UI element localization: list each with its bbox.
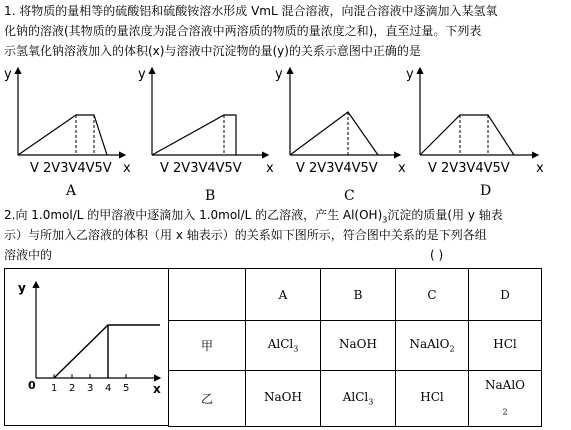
graph-b bbox=[138, 67, 274, 176]
table-row-jia bbox=[169, 321, 542, 371]
row-label-yi: 乙 bbox=[169, 371, 246, 427]
options-table bbox=[168, 268, 542, 427]
q2-origin: 0 bbox=[28, 379, 36, 392]
graph-a-choice: A bbox=[66, 183, 77, 199]
graph-b-y-label: y bbox=[138, 67, 146, 82]
q1-line-3: 示氢氧化钠溶液加入的体积(x)与溶液中沉淀物的量(y)的关系示意图中正确的是 bbox=[4, 44, 421, 58]
q2-tick-3: 3 bbox=[87, 383, 94, 394]
q1-line-1: 1. 将物质的量相等的硫酸铝和硫酸铵溶水形成 VmL 混合溶液，向混合溶液中逐滴加入某氢氧 bbox=[4, 4, 498, 18]
cell-jia-d: HCl bbox=[469, 321, 542, 371]
graph-a bbox=[4, 67, 131, 176]
cell-jia-b: NaOH bbox=[321, 321, 396, 371]
answer-blank: ( ) bbox=[430, 248, 444, 262]
cell-yi-d: NaAlO $_2$ bbox=[469, 371, 542, 427]
table-row-yi bbox=[169, 371, 542, 427]
graph-a-x-label: x bbox=[123, 161, 131, 176]
graph-b-x-label: x bbox=[266, 161, 274, 176]
cell-yi-c: HCl bbox=[396, 371, 469, 427]
header-c: C bbox=[396, 269, 469, 321]
cell-jia-a: AlCl$_3$ bbox=[246, 321, 321, 371]
graph-c-x-label: x bbox=[398, 161, 406, 176]
header-d: D bbox=[469, 269, 542, 321]
q2-tick-5: 5 bbox=[123, 383, 130, 394]
q2-tick-4: 4 bbox=[105, 383, 112, 394]
graph-a-y-label: y bbox=[4, 67, 12, 82]
graph-a-ticks: V 2V3V4V5V bbox=[30, 161, 112, 176]
graph-c bbox=[275, 67, 406, 176]
q2-tick-1: 1 bbox=[51, 383, 58, 394]
graph-c-choice: C bbox=[344, 188, 355, 204]
graph-b-ticks: V 2V3V4V5V bbox=[160, 161, 242, 176]
q2-graph-cell bbox=[4, 268, 168, 426]
q2-x-label: x bbox=[153, 382, 161, 396]
q2-line-2: 示）与所加入乙溶液的体积（用 x 轴表示）的关系如下图所示，符合图中关系的是下列各组 bbox=[4, 228, 487, 242]
table-header-row bbox=[169, 269, 542, 321]
cell-yi-a: NaOH bbox=[246, 371, 321, 427]
q1-graphs bbox=[0, 0, 571, 205]
graph-d-x-label: x bbox=[536, 161, 544, 176]
graph-c-y-label: y bbox=[275, 67, 283, 82]
table-corner bbox=[169, 269, 246, 321]
header-b: B bbox=[321, 269, 396, 321]
header-a: A bbox=[246, 269, 321, 321]
q2-line-3: 溶液中的 bbox=[4, 248, 53, 262]
graph-b-choice: B bbox=[205, 188, 216, 204]
graph-d-choice: D bbox=[480, 183, 492, 199]
graph-d-y-label: y bbox=[406, 67, 414, 82]
q2-y-label: y bbox=[18, 281, 26, 295]
graph-d bbox=[406, 67, 544, 176]
q1-line-2: 化钠的溶液(其物质的量浓度为混合溶液中两溶质的物质的量浓度之和)，直至过量。下列表 bbox=[4, 24, 482, 38]
graph-d-ticks: V 2V3V4V5V bbox=[428, 161, 510, 176]
q2-tick-2: 2 bbox=[69, 383, 76, 394]
row-label-jia: 甲 bbox=[169, 321, 246, 371]
cell-jia-c: NaAlO$_2$ bbox=[396, 321, 469, 371]
cell-yi-b: AlCl$_3$ bbox=[321, 371, 396, 427]
graph-c-ticks: V 2V3V4V5V bbox=[296, 161, 378, 176]
q2-line-1: 2.向 1.0mol/L 的甲溶液中逐滴加入 1.0mol/L 的乙溶液，产生 $Al(OH)_3$沉淀的质量(用 y 轴表 bbox=[4, 208, 503, 225]
